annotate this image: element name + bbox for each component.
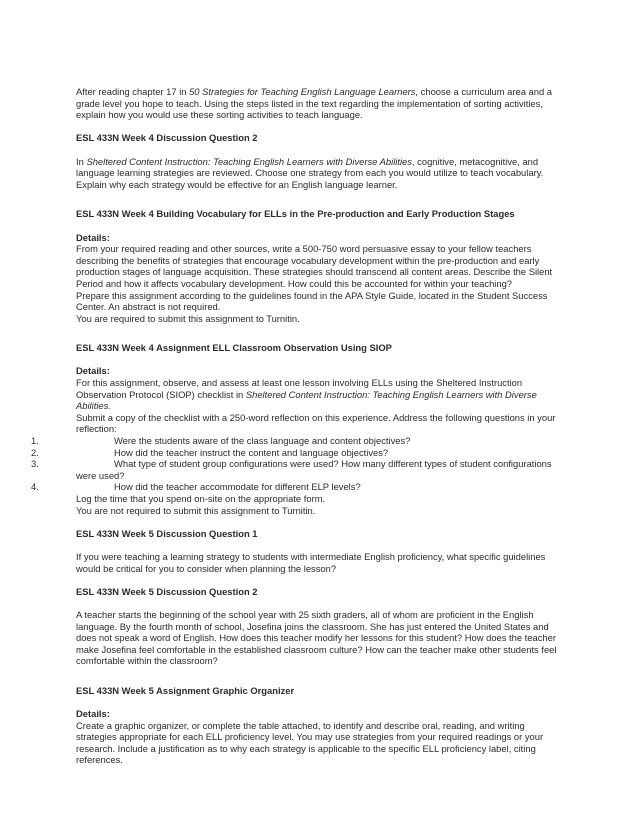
intro-paragraph: After reading chapter 17 in 50 Strategies for Teaching English Language Learners, choose a curriculum area and a grade level you hope to teach. Using the steps listed in the text regarding the implementation of sorting activities, explain how you would use these sorting activities to teach language. <box>76 86 553 121</box>
w4-dq2-paragraph: In Sheltered Content Instruction: Teaching English Learners with Diverse Abilities, cognitive, metacognitive, and language learning strategies are reviewed. Choose one strategy from each you would utilize to teach vocabulary. Explain why each strategy would be effective for an English language learner. <box>76 155 544 190</box>
siop-paragraph-3: Log the time that you spend on-site on the appropriate form. <box>76 493 326 504</box>
siop-paragraph-4: You are not required to submit this assignment to Turnitin. <box>76 504 316 516</box>
section-heading-siop: ESL 433N Week 4 Assignment ELL Classroom Observation Using SIOP <box>76 342 392 354</box>
list-item: 2. How did the teacher instruct the content and language objectives? <box>31 446 389 458</box>
document-content <box>31 86 562 766</box>
siop-paragraph-2: Submit a copy of the checklist with a 250-word reflection on this experience. Address the following questions in your reflection: <box>76 411 556 435</box>
details-label: Details: <box>76 365 110 377</box>
section-heading-graphic-organizer: ESL 433N Week 5 Assignment Graphic Organizer <box>76 684 295 696</box>
list-item: 1. Were the students aware of the class language and content objectives? <box>31 435 411 447</box>
section-heading-w5-dq2: ESL 433N Week 5 Discussion Question 2 <box>76 585 258 597</box>
vocab-paragraph-2: Prepare this assignment according to the guidelines found in the APA Style Guide, located in the Student Success Center. An abstract is not required. <box>76 289 548 313</box>
graphic-organizer-paragraph: Create a graphic organizer, or complete the table attached, to identify and describe oral, reading, and writing strategies appropriate for each ELL proficiency level. You may use strategies from your required readings or your research. Include a justification as to why each strategy is applicable to the specific ELL proficiency label, citing references. <box>76 719 544 766</box>
vocab-paragraph-1: From your required reading and other sources, write a 500-750 word persuasive essay to your fellow teachers describing the benefits of strategies that encourage vocabulary development within the pre-production and early production stages of language acquisition. These strategies should transcend all content areas. Describe the Silent Period and how it affects vocabulary development. How could this be accounted for within your teaching? <box>76 243 553 289</box>
section-heading-vocab: ESL 433N Week 4 Building Vocabulary for ELLs in the Pre-production and Early Production Stages <box>76 208 515 220</box>
reflection-questions-list <box>31 435 562 493</box>
list-item: 3. What type of student group configurations were used? How many different types of student configurations were used? <box>31 458 552 481</box>
book-title: Sheltered Content Instruction: Teaching English Learners with Diverse Abilities. <box>76 388 537 412</box>
section-heading-w4-dq2: ESL 433N Week 4 Discussion Question 2 <box>76 132 258 144</box>
book-title: Sheltered Content Instruction: Teaching English Learners with Diverse Abilities <box>86 155 412 167</box>
section-heading-w5-dq1: ESL 433N Week 5 Discussion Question 1 <box>76 527 258 539</box>
w5-dq1-paragraph: If you were teaching a learning strategy to students with intermediate English proficiency, what specific guidelines would be critical for you to consider when planning the lesson? <box>76 550 546 574</box>
book-title: 50 Strategies for Teaching English Language Learners, <box>189 86 419 97</box>
details-label: Details: <box>76 231 110 243</box>
details-label: Details: <box>76 708 110 720</box>
siop-paragraph-1: For this assignment, observe, and assess at least one lesson involving ELLs using the Sheltered Instruction Observation Protocol (SIOP) checklist in Sheltered Content Instruction: Teaching English Learners with Diverse Abilities. <box>76 377 537 412</box>
w5-dq2-paragraph: A teacher starts the beginning of the school year with 25 sixth graders, all of whom are proficient in the English language. By the fourth month of school, Josefina joins the classroom. She has just entered the United States and does not speak a word of English. How does this teacher modify her lessons for this student? How does the teacher make Josefina feel comfortable in the established classroom culture? How can the teacher make other students feel comfortable within the classroom? <box>76 608 557 667</box>
list-item: 4. How did the teacher accommodate for different ELP levels? <box>31 481 361 493</box>
vocab-paragraph-3: You are required to submit this assignment to Turnitin. <box>76 312 300 324</box>
